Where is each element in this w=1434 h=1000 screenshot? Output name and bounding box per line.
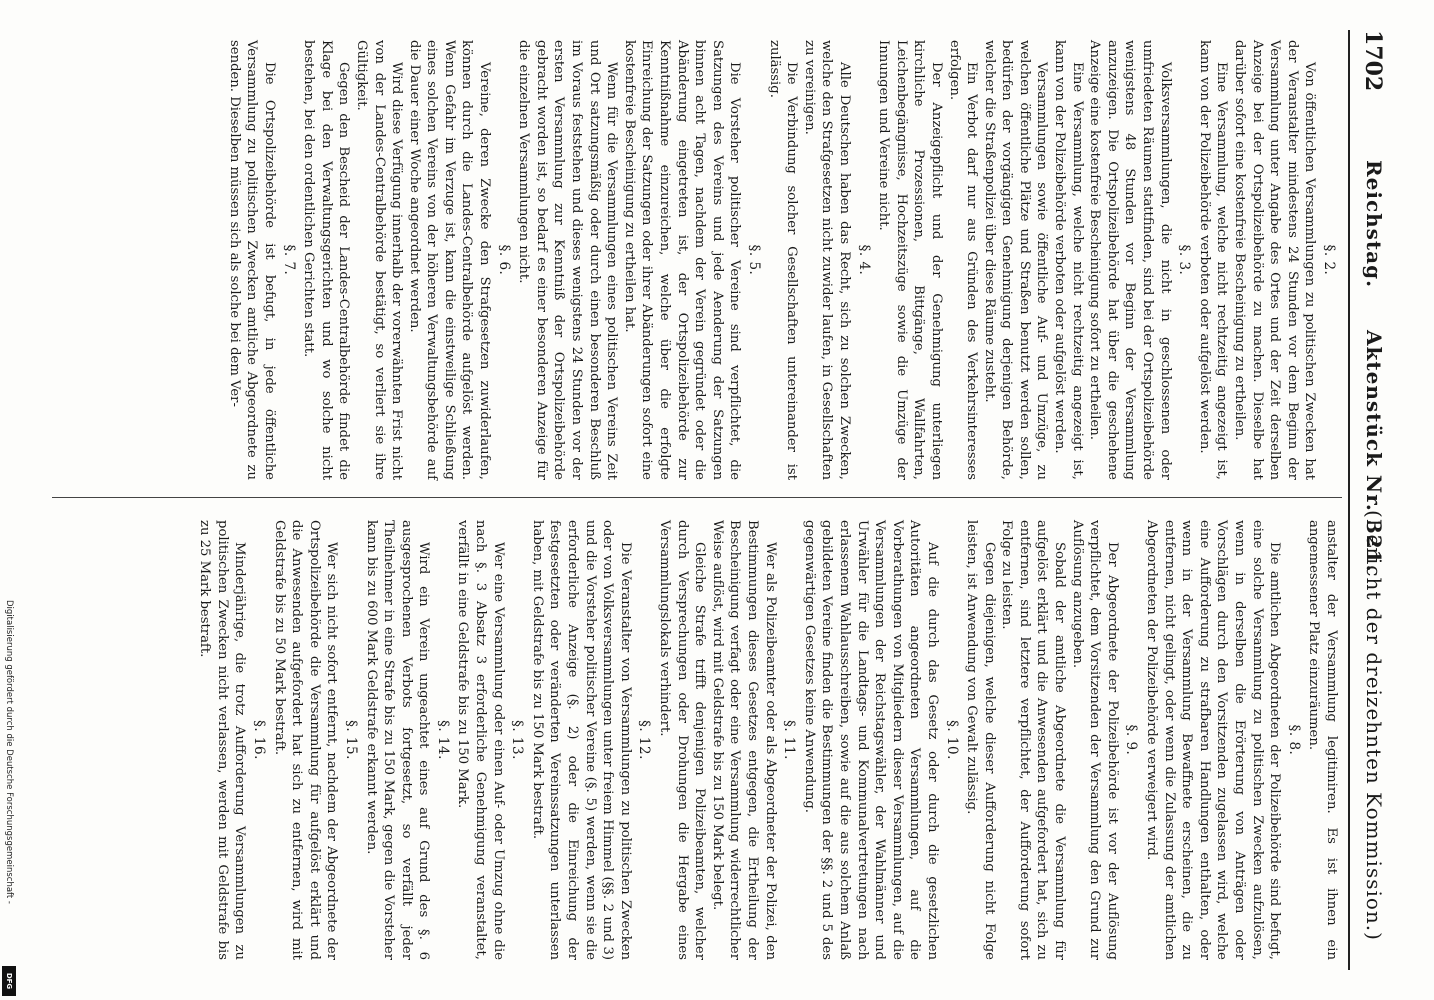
paragraph: Die Veranstalter von Versammlungen zu politischen Zwecken oder von Volksversammlungen unter freiem Himmel (§§. 2 und 3) und die Vorsteher politischer Vereine (§. 5) werden, wenn sie die erforderliche Anzeige (§. 2) oder die Einreichung der festgesetzten oder veränderten Vereinssatzungen unterlassen haben, mit Geldstrafe bis zu 150 Mark bestraft. — [529, 520, 633, 960]
paragraph: Eine Versammlung, welche nicht rechtzeitig angezeigt ist, kann von der Polizeibehörde verboten oder aufgelöst werden. — [1196, 40, 1230, 480]
dfg-logo — [2, 966, 16, 996]
report-subtitle: (Bericht der dreizehnten Kommission.) — [1362, 510, 1386, 941]
section-heading: §. 4. — [855, 244, 872, 276]
paragraph: Die Ortspolizeibehörde ist befugt, in jede öffentliche Versammlung zu politischen Zwecken amtliche Abgeordnete zu senden. Dieselben müssen sich als solche bei dem Ver- — [226, 40, 277, 480]
paragraph: Volksversammlungen, die nicht in geschlossenen oder umfriedeten Räumen stattfinden, sind bei der Ortspolizeibehörde wenigstens 48 Stunden vor Beginn der Versammlung anzuzeigen. Die Ortspolizeibehörde hat über die geschehene Anzeige eine kostenfreie Bescheinigung sofort zu ertheilen. — [1087, 40, 1173, 480]
section-heading: §. 15. — [342, 720, 359, 760]
section-heading: §. 2. — [1321, 244, 1337, 276]
paragraph: Auf die durch das Gesetz oder durch die gesetzlichen Autoritäten angeordneten Versammlungen, auf die Vorberathungen von Mitgliedern dieser Versammlungen, auf die Versammlungen der Reichstagswähler, der Wahlmänner und Urwähler für die Landtags- und Kommunalvertretungen nach erlassenem Wahlausschreiben, sowie auf die aus solchem Anlaß gebildeten Vereine finden die Bestimmungen der §§. 2 und 5 des gegenwärtigen Gesetzes keine Anwendung. — [801, 520, 940, 960]
paragraph: Wer als Polizeibeamter oder als Abgeordneter der Polizei, den Bestimmungen dieses Gesetzes entgegen, die Ertheilung der Bescheinigung verfagt oder eine Versammlung widerrechtlicher Weise auflöst, wird mit Geldstrafe bis zu 150 Mark belegt. — [709, 520, 778, 960]
document-sheet — [20, 0, 1420, 1000]
paragraph: anstalter der Versammlung legitimiren. Es ist ihnen ein angemessener Platz einzuräumen. — [1306, 520, 1339, 960]
paragraph: Wird ein Verein ungeachtet eines auf Grund des §. 6 ausgesprochenen Verbots fortgesetzt, so verfällt jeder Theilnehmer in eine Strafe bis zu 150 Mark, gegen die Vorsteher kann bis zu 600 Mark Geldstrafe erkannt werden. — [363, 520, 432, 960]
section-heading: §. 3. — [1176, 244, 1193, 276]
paragraph: Alle Deutschen haben das Recht, sich zu solchen Zwecken, welche den Strafgesetzen nicht zuwider laufen, in Gesellschaften zu vereinigen. — [801, 40, 852, 480]
right-text-column — [196, 520, 1340, 960]
paragraph: Gegen den Bescheid der Landes-Centralbehörde findet die Klage bei den Verwaltungsgerichten und wo solche nicht bestehen, bei den ordentlichen Gerichten statt. — [301, 40, 352, 480]
paragraph: Gegen diejenigen, welche dieser Aufforderung nicht Folge leisten, ist Anwendung von Gewalt zulässig. — [964, 520, 997, 960]
paragraph: Ein Verbot darf nur aus Gründen des Verkehrsinteresses erfolgen. — [946, 40, 980, 480]
credit-text: Digitalisierung gefördert durch die Deutsche Forschungsgemeinschaft - — [4, 600, 14, 904]
column-divider — [52, 497, 1342, 498]
paragraph: Die Vorsteher politischer Vereine sind verpflichtet, die Satzungen des Vereins und jede Aenderung der Satzungen binnen acht Tagen, nachdem der Verein gegründet oder die Abänderung eingetreten ist, der Ortspolizeibehörde zur Kenntnißnahme einzureichen, welche über die erfolgte Einreichung der Satzungen oder ihrer Abänderungen sofort eine kostenfreie Bescheinigung zu ertheilen hat. — [621, 40, 743, 480]
section-heading: §. 8. — [1285, 724, 1302, 756]
paragraph: Der Abgeordnete der Polizeibehörde ist vor der Auflösung verpflichtet, dem Vorsitzenden der Versammlung den Grund zur Auflösung anzugeben. — [1069, 520, 1120, 960]
paragraph: Von öffentlichen Versammlungen zu politischen Zwecken hat der Veranstalter mindestens 24 Stunden vor dem Beginn der Versammlung unter Angabe des Ortes und der Zeit derselben Anzeige bei der Ortspolizeibehörde zu machen. Dieselbe hat darüber sofort eine kostenfreie Bescheinigung zu ertheilen. — [1232, 40, 1318, 480]
paragraph: Eine Versammlung, welche nicht rechtzeitig angezeigt ist, kann von der Polizeibehörde verboten oder aufgelöst werden. — [1052, 40, 1085, 480]
paragraph: Der Anzeigepflicht und der Genehmigung unterliegen kirchliche Prozessionen, Bittgänge, Wallfahrten, Leichenbegängnisse, Hochzeitszüge sowie die Umzüge der Innungen und Vereine nicht. — [876, 40, 944, 480]
section-heading: §. 10. — [943, 720, 960, 760]
paragraph: Wer sich nicht sofort entfernt, nachdem der Abgeordnete der Ortspolizeibehörde die Versammlung für aufgelöst erklärt und die Anwesenden aufgefordert hat sich zu entfernen, wird mit Geldstrafe bis zu 50 Mark bestraft. — [271, 520, 340, 960]
section-heading: §. 6. — [495, 244, 512, 276]
page-header — [1350, 30, 1390, 970]
publication-title: Reichstag. — [1362, 160, 1386, 289]
paragraph: Wird diese Verfügung innerhalb der vorerwähnten Frist nicht von der Landes-Centralbehörde bestätigt, so verliert sie ihre Gültigkeit. — [353, 40, 405, 480]
page-number: 1702 — [1360, 30, 1386, 92]
paragraph: Wer eine Versammlung oder einen Auf- oder Umzug ohne die nach §. 3 Absatz 3 erforderliche Genehmigung veranstaltet, verfällt in eine Geldstrafe bis zu 150 Mark. — [455, 520, 506, 960]
section-heading: §. 13. — [509, 720, 526, 760]
section-heading: §. 12. — [636, 720, 653, 760]
left-text-column — [225, 40, 1340, 480]
paragraph: Die Verbindung solcher Gesellschaften untereinander ist zulässig. — [766, 40, 800, 480]
document-number: Aktenstück Nr. 321. — [1362, 330, 1386, 573]
digitization-credit — [2, 0, 18, 1000]
paragraph: Minderjährige, die trotz Aufforderung Versammlungen zu politischen Zwecken nicht verlassen, werden mit Geldstrafe bis zu 25 Mark bestraft. — [197, 520, 248, 960]
section-heading: §. 16. — [250, 720, 267, 760]
section-heading: §. 9. — [1123, 724, 1140, 756]
section-heading: §. 14. — [434, 720, 451, 760]
paragraph: Vereine, deren Zwecke den Strafgesetzen zuwiderlaufen, können durch die Landes-Centralbehörde aufgelöst werden. Wenn Gefahr im Verzuge ist, kann die einstweilige Schließung eines solchen Vereins von der höheren Verwaltungsbehörde auf die Dauer einer Woche angeordnet werden. — [406, 40, 493, 480]
header-rule — [1348, 30, 1350, 970]
dfg-logo-text: DFG — [5, 972, 13, 990]
section-heading: §. 5. — [746, 244, 762, 276]
paragraph: Gleiche Strafe trifft denjenigen Polizeibeamten, welcher durch Versprechungen oder Drohungen die Hergabe eines Versammlungslokals verhindert. — [657, 520, 708, 960]
paragraph: Sobald der amtliche Abgeordnete die Versammlung für aufgelöst erklärt und die Anwesenden aufgefordert hat, sich zu entfernen, sind letztere verpflichtet, der Aufforderung sofort Folge zu leisten. — [999, 520, 1068, 960]
paragraph: Die amtlichen Abgeordneten der Polizeibehörde sind befugt, eine solche Versammlung zu politischen Zwecken aufzulösen, wenn in derselben die Erörterung von Anträgen oder Vorschlägen durch den Vorsitzenden zugelassen wird, welche eine Aufforderung zu strafbaren Handlungen enthalten, oder wenn in der Versammlung Bewaffnete erscheinen, die zu entfernen, nicht gelingt, oder wenn die Zulassung der amtlichen Abgeordneten der Polizeibehörde verweigert wird. — [1144, 520, 1283, 960]
section-heading: §. 11. — [781, 720, 798, 760]
paragraph: Versammlungen sowie öffentliche Auf- und Umzüge, zu welchen öffentliche Plätze und Straßen benutzt werden sollen, bedürfen der vorgängigen Genehmigung derjenigen Behörde, welcher die Straßenpolizei über diese Räume zusteht. — [981, 40, 1050, 480]
section-heading: §. 7. — [280, 244, 297, 276]
paragraph: Wenn für die Versammlungen eines politischen Vereins Zeit und Ort satzungsmäßig oder durch einen besonderen Beschluß im Voraus feststehen und dieses wenigstens 24 Stunden vor der ersten Versammlung zur Kenntniß der Ortspolizeibehörde gebracht worden ist, so bedarf es einer besonderen Anzeige für die einzelnen Versammlungen nicht. — [516, 40, 620, 480]
